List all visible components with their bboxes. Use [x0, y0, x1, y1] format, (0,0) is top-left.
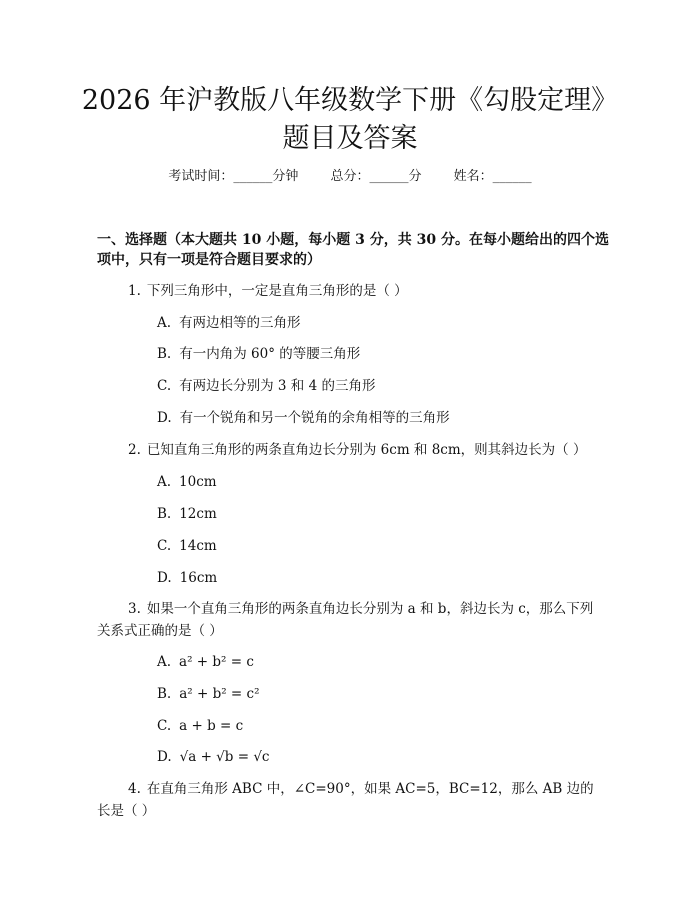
- option-text: 有一个锐角和另一个锐角的余角相等的三角形: [179, 410, 450, 426]
- question-number: 3.: [128, 601, 141, 617]
- option-text: 有两边相等的三角形: [179, 315, 301, 331]
- question-2-option-b: [157, 503, 597, 525]
- question-3-option-d: [157, 746, 597, 768]
- question-number: 2.: [128, 442, 141, 458]
- question-text: 如果一个直角三角形的两条直角边长分别为 a 和 b，斜边长为 c，那么下列关系式正确的是（ ）: [97, 601, 594, 639]
- exam-meta: [0, 168, 700, 186]
- question-text: 在直角三角形 ABC 中，∠C=90°，如果 AC=5，BC=12，那么 AB 边的长是（ ）: [97, 781, 594, 819]
- option-label: C.: [157, 718, 172, 734]
- option-label: B.: [157, 686, 172, 702]
- question-4-stem: [97, 778, 602, 822]
- option-label: A.: [157, 654, 172, 670]
- option-label: B.: [157, 506, 172, 522]
- question-text: 已知直角三角形的两条直角边长分别为 6cm 和 8cm，则其斜边长为（ ）: [146, 442, 587, 458]
- question-2-stem: [128, 439, 598, 461]
- question-2-option-a: [157, 471, 597, 493]
- option-text: 14cm: [179, 538, 217, 554]
- title-line-2: 题目及答案: [282, 123, 418, 154]
- option-text: 有两边长分别为 3 和 4 的三角形: [179, 378, 376, 394]
- title-line-1: 2026 年沪教版八年级数学下册《勾股定理》: [81, 85, 619, 116]
- option-text: 12cm: [179, 506, 217, 522]
- question-number: 4.: [128, 781, 141, 797]
- question-3-option-a: [157, 651, 597, 673]
- question-1-option-a: [157, 312, 597, 334]
- option-label: D.: [157, 749, 172, 765]
- option-text: a + b = c: [179, 718, 244, 734]
- option-label: A.: [157, 315, 172, 331]
- option-text: a² + b² = c: [179, 654, 254, 670]
- total-score-field: 总分：______分: [330, 169, 422, 184]
- question-3-option-b: [157, 683, 597, 705]
- option-label: D.: [157, 570, 172, 586]
- section-heading-multiple-choice: 一、选择题（本大题共 10 小题，每小题 3 分，共 30 分。在每小题给出的四个选项中，只有一项是符合题目要求的）: [97, 232, 609, 268]
- option-label: C.: [157, 538, 172, 554]
- option-text: a² + b² = c²: [179, 686, 260, 702]
- exam-time-field: 考试时间：______分钟: [168, 169, 299, 184]
- question-text: 下列三角形中，一定是直角三角形的是（ ）: [146, 283, 408, 299]
- option-label: C.: [157, 378, 172, 394]
- question-number: 1.: [128, 283, 141, 299]
- option-text: 16cm: [179, 570, 218, 586]
- option-label: D.: [157, 410, 172, 426]
- question-1-option-c: [157, 375, 597, 397]
- option-text: 10cm: [179, 474, 217, 490]
- exam-title: [0, 82, 700, 158]
- question-2-option-d: [157, 567, 597, 589]
- question-1-option-b: [157, 343, 597, 365]
- option-label: B.: [157, 346, 172, 362]
- question-1-option-d: [157, 407, 597, 429]
- question-3-stem: [97, 598, 602, 642]
- option-label: A.: [157, 474, 172, 490]
- name-field: 姓名：______: [453, 169, 532, 184]
- question-3-option-c: [157, 715, 597, 737]
- option-text: √a + √b = √c: [179, 749, 270, 765]
- option-text: 有一内角为 60° 的等腰三角形: [179, 346, 361, 362]
- question-2-option-c: [157, 535, 597, 557]
- question-1-stem: [128, 280, 598, 302]
